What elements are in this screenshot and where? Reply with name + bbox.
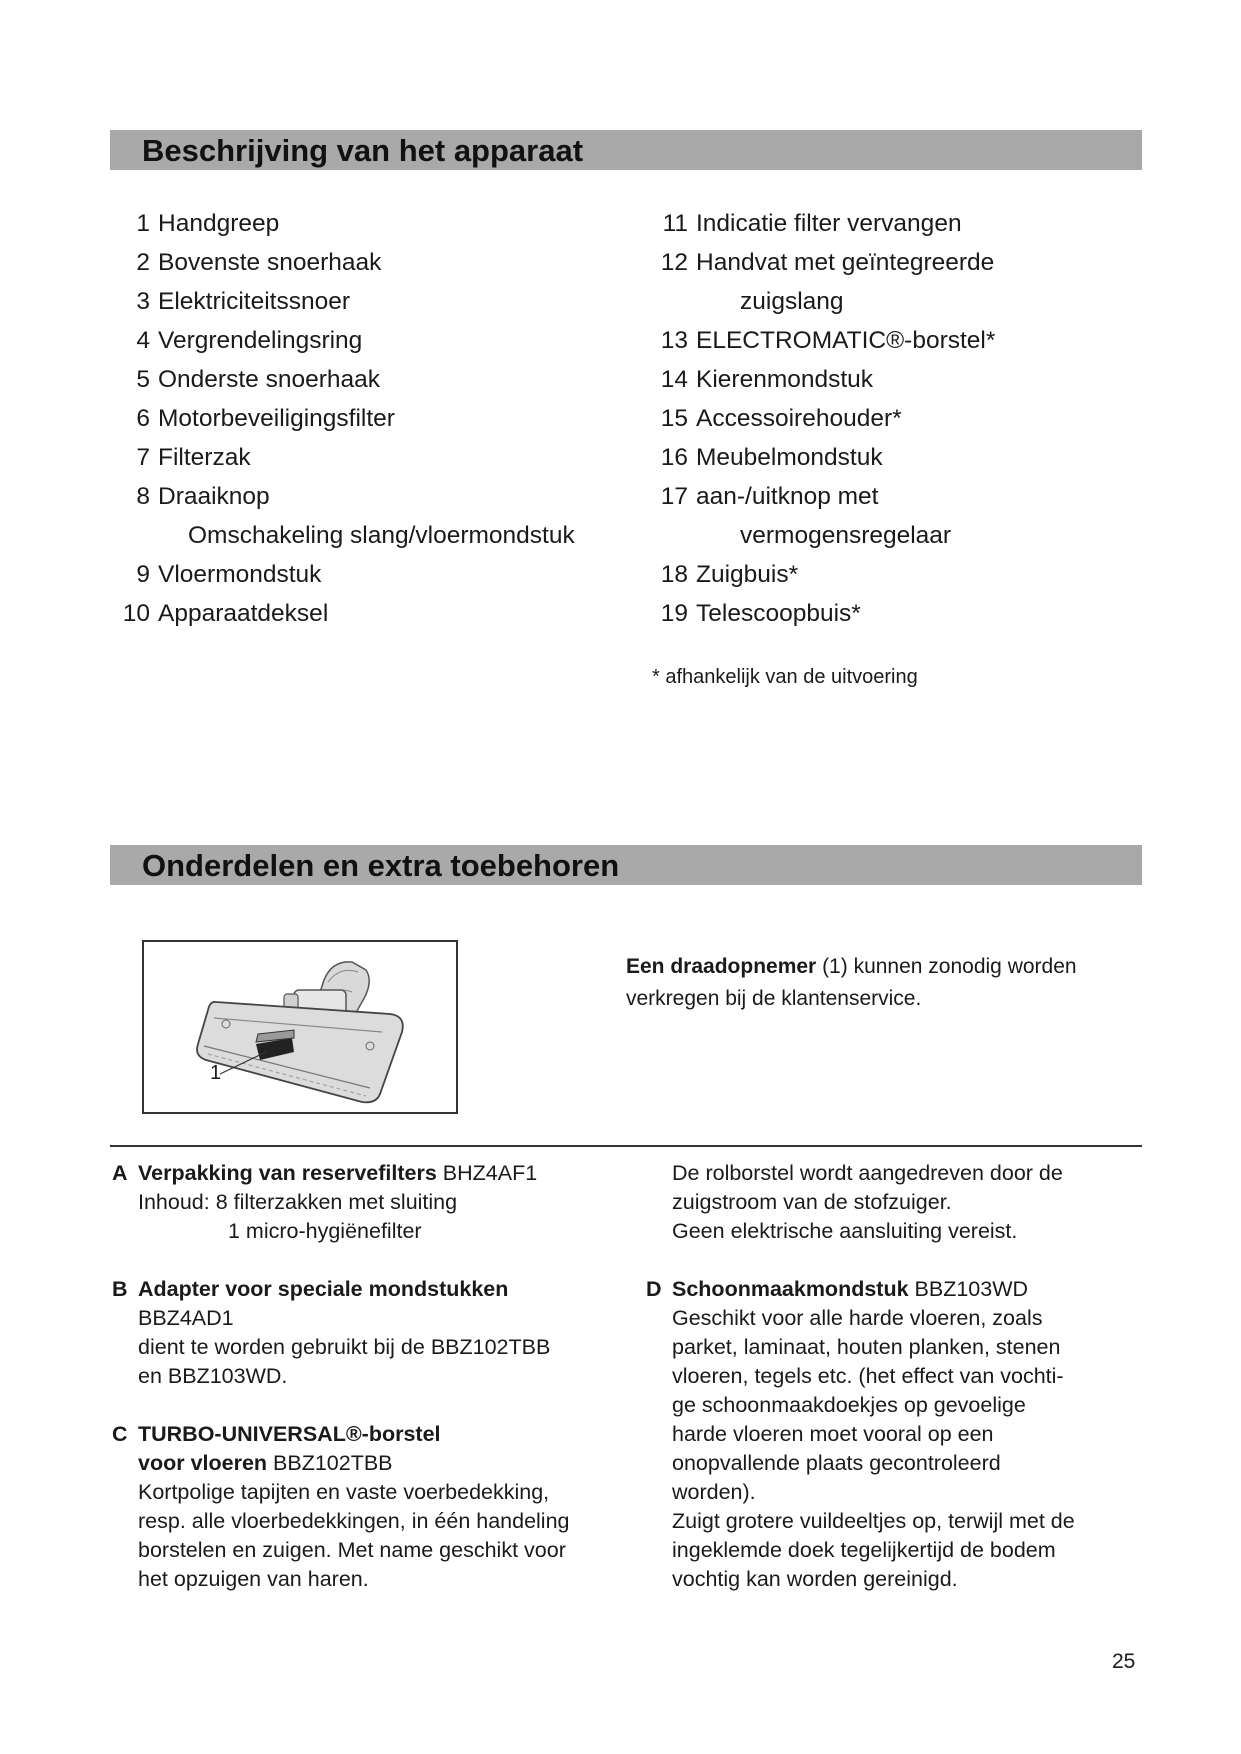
list-item: 11 Indicatie filter vervangen xyxy=(662,210,962,237)
thread-lifter-title: Een draadopnemer xyxy=(626,955,817,978)
accessory-d-heading: D Schoonmaakmondstuk BBZ103WD xyxy=(646,1277,1029,1301)
floor-nozzle-illustration xyxy=(144,942,456,1112)
list-item: 1 Handgreep xyxy=(136,210,280,237)
accessories-right-column: De rolborstel wordt aangedreven door de zuigstroom van de stofzuiger. Geen elektrische aansluiting vereist. D Schoonmaakmondstuk BBZ103WD Geschikt voor alle harde vloeren, zoals parket, laminaat, houten planken, stenen vloeren, tegels etc. (het effect van vochti- ge schoonmaakdoekjes op gevoelige harde vloeren moet vooral op een onopvallende plaats gecontroleerd worden). Zuigt grotere vuildeeltjes op, terwijl met de ingeklemde doek tegelijkertijd de bodem vochtig kan worden gereinigd. xyxy=(646,1161,1075,1591)
floor-nozzle-figure xyxy=(142,940,458,1114)
list-item: 18 Zuigbuis* xyxy=(660,561,799,588)
page-number: 25 xyxy=(1112,1650,1136,1673)
list-item: 7 Filterzak xyxy=(136,444,251,471)
list-item: 10 Apparaatdeksel xyxy=(122,600,329,627)
list-item: 2 Bovenste snoerhaak xyxy=(136,249,382,276)
accessory-a-heading: A Verpakking van reservefilters BHZ4AF1 xyxy=(112,1161,538,1185)
list-item: 3 Elektriciteitssnoer xyxy=(136,288,350,315)
list-item-continuation: zuigslang xyxy=(740,288,844,315)
divider xyxy=(110,1145,1142,1147)
parts-list-right xyxy=(656,204,1136,633)
list-item: 19 Telescoopbuis* xyxy=(660,600,861,627)
list-item-continuation: Omschakeling slang/vloermondstuk xyxy=(188,522,575,549)
list-item: 4 Vergrendelingsring xyxy=(136,327,363,354)
list-item: 14 Kierenmondstuk xyxy=(660,366,874,393)
list-item: 17 aan-/uitknop met xyxy=(660,483,879,510)
list-item: 8 Draaiknop xyxy=(136,483,270,510)
list-item: 13 ELECTROMATIC®-borstel* xyxy=(660,327,996,354)
section-header-accessories xyxy=(110,845,1142,885)
parts-list-left xyxy=(118,204,678,633)
list-item: 5 Onderste snoerhaak xyxy=(136,366,380,393)
footnote: * afhankelijk van de uitvoering xyxy=(652,666,918,688)
list-item-continuation: vermogensregelaar xyxy=(740,522,952,549)
accessories-left-column: A Verpakking van reservefilters BHZ4AF1 Inhoud: 8 filterzakken met sluiting 1 micro-hygiënefilter B Adapter voor speciale mondstukken BBZ4AD1 dient te worden gebruikt bij de BBZ102TBB en BBZ103WD. C TURBO-UNIVERSAL®-borstel voor vloeren BBZ102TBB Kortpolige tapijten en vaste voerbedekking, resp. alle vloerbedekkingen, in één handeling borstelen en zuigen. Met name geschikt voor het opzuigen van haren. xyxy=(112,1161,570,1591)
list-item: 12 Handvat met geïntegreerde xyxy=(660,249,995,276)
figure-callout-label: 1 xyxy=(210,1062,222,1084)
list-item: 9 Vloermondstuk xyxy=(136,561,322,588)
section-title-description: Beschrijving van het apparaat xyxy=(142,133,584,168)
accessory-c-heading: C TURBO-UNIVERSAL®-borstel xyxy=(112,1422,441,1446)
accessory-b-heading: B Adapter voor speciale mondstukken xyxy=(112,1277,509,1301)
list-item: 6 Motorbeveiligingsfilter xyxy=(136,405,395,432)
thread-lifter-note: Een draadopnemer (1) kunnen zonodig worden verkregen bij de klantenservice. xyxy=(626,955,1077,1010)
section-header-description xyxy=(110,130,1142,170)
list-item: 15 Accessoirehouder* xyxy=(660,405,902,432)
list-item: 16 Meubelmondstuk xyxy=(660,444,883,471)
section-title-accessories: Onderdelen en extra toebehoren xyxy=(142,848,620,883)
